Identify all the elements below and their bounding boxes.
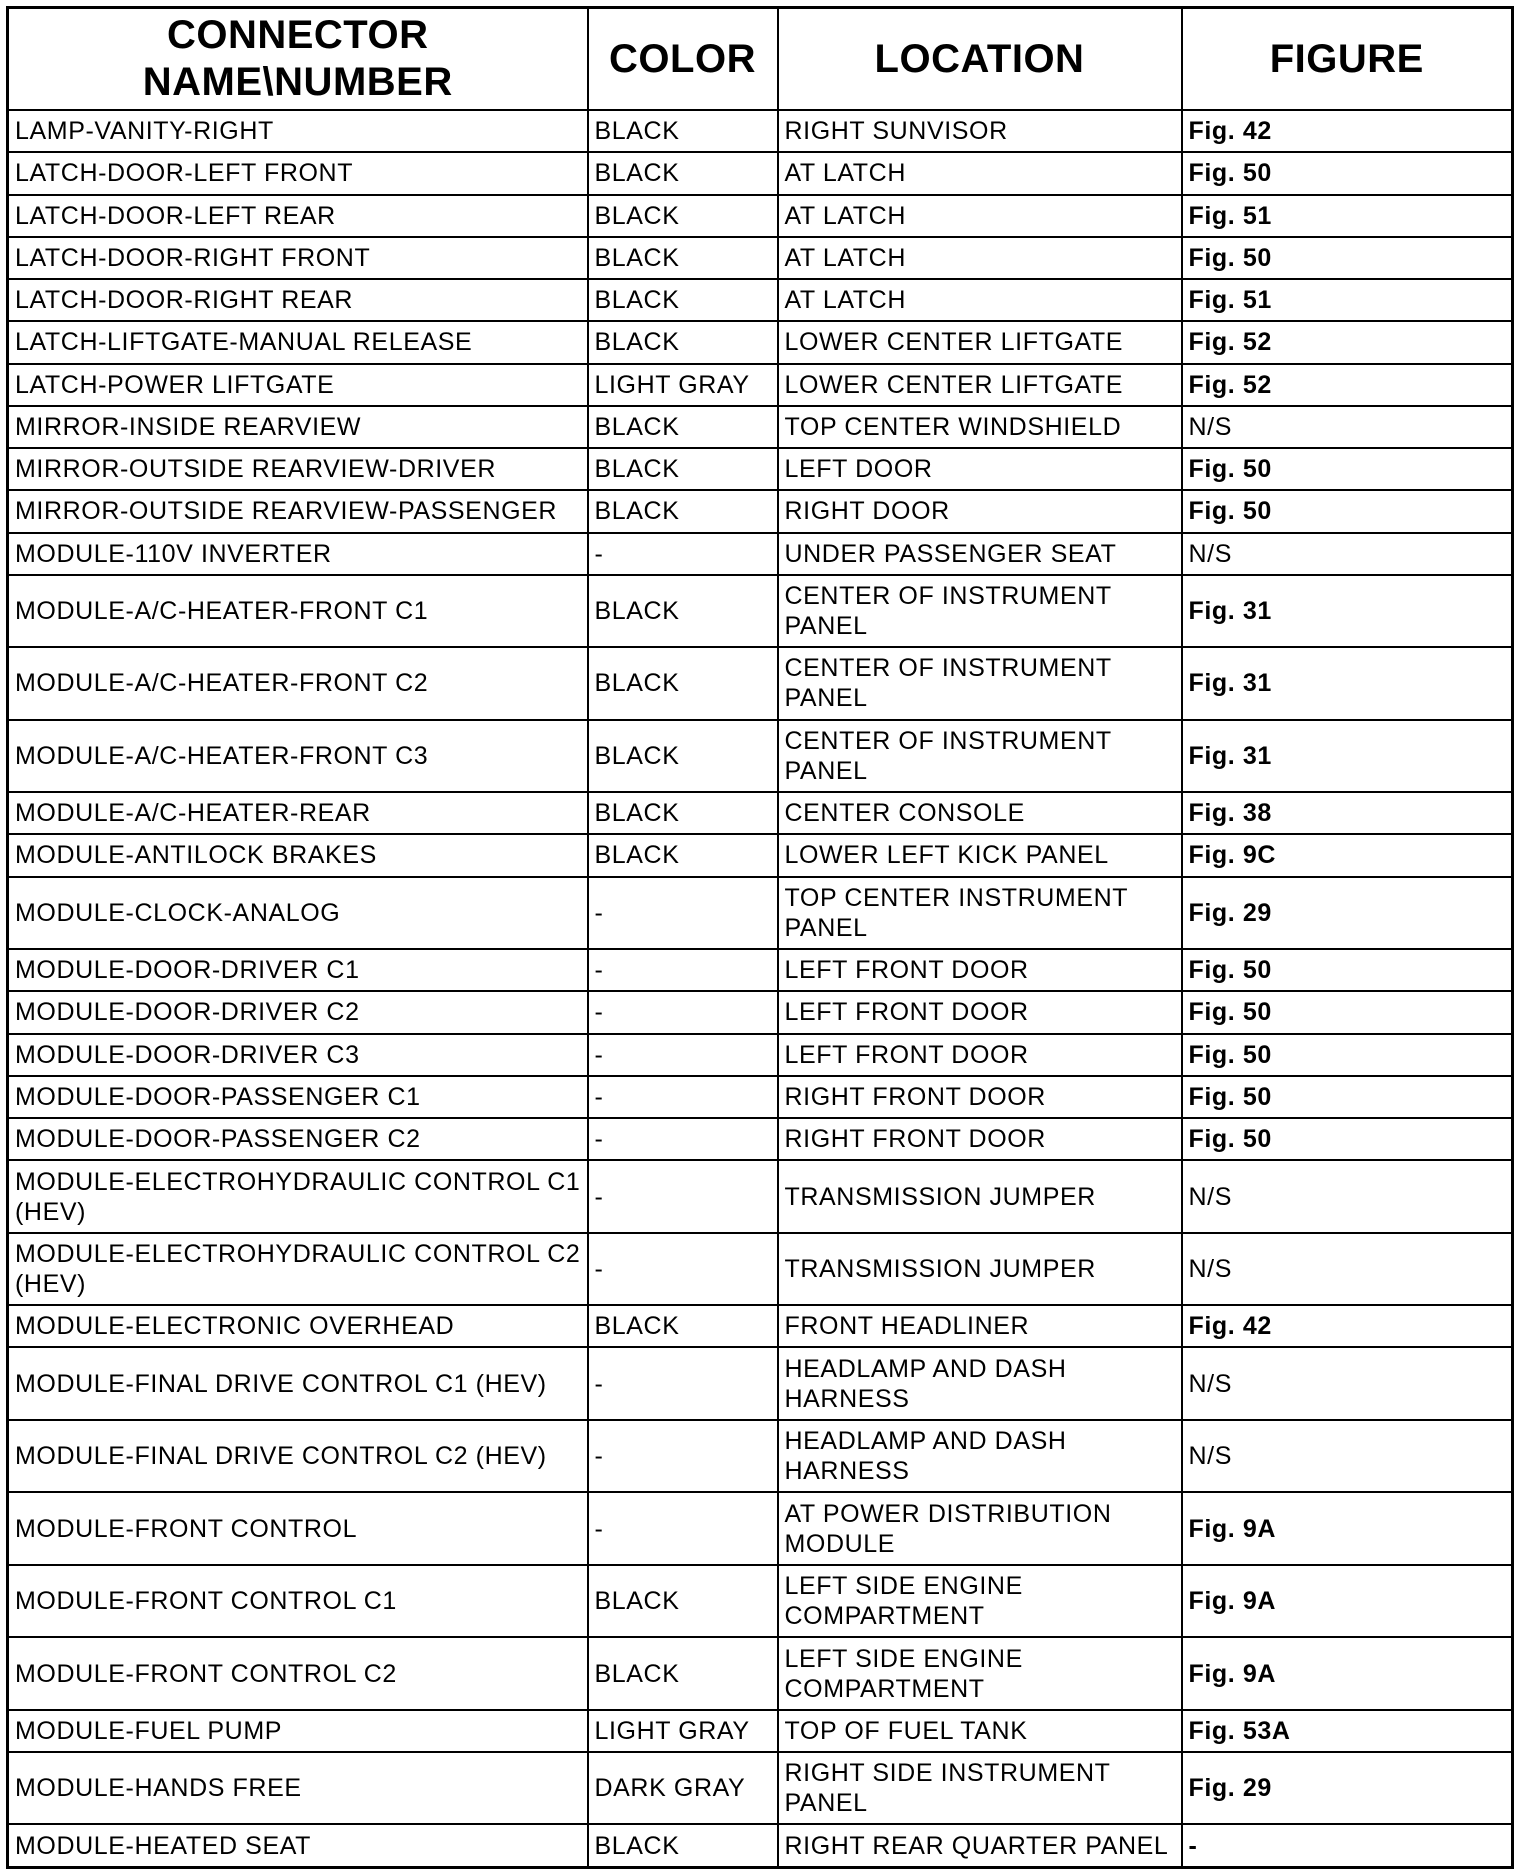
cell-color: - [588, 949, 778, 991]
cell-connector-name: MODULE-ELECTROHYDRAULIC CONTROL C2 (HEV) [8, 1233, 588, 1305]
cell-figure: Fig. 50 [1182, 1118, 1513, 1160]
cell-figure: Fig. 50 [1182, 991, 1513, 1033]
cell-figure: Fig. 50 [1182, 949, 1513, 991]
cell-color: - [588, 1420, 778, 1492]
table-row [8, 1305, 1513, 1347]
header-row [8, 8, 1513, 111]
table-row [8, 792, 1513, 834]
table-row [8, 991, 1513, 1033]
cell-color: BLACK [588, 1637, 778, 1709]
cell-color: - [588, 877, 778, 949]
cell-figure: Fig. 38 [1182, 792, 1513, 834]
cell-connector-name: MODULE-A/C-HEATER-FRONT C2 [8, 647, 588, 719]
cell-color: BLACK [588, 1305, 778, 1347]
cell-connector-name: MODULE-FINAL DRIVE CONTROL C2 (HEV) [8, 1420, 588, 1492]
cell-location: RIGHT REAR QUARTER PANEL [778, 1824, 1182, 1867]
cell-location: HEADLAMP AND DASH HARNESS [778, 1420, 1182, 1492]
cell-connector-name: LATCH-DOOR-LEFT REAR [8, 195, 588, 237]
cell-connector-name: MODULE-ELECTRONIC OVERHEAD [8, 1305, 588, 1347]
table-row [8, 237, 1513, 279]
table-body [8, 110, 1513, 1868]
header-color: COLOR [588, 8, 778, 111]
cell-location: AT LATCH [778, 152, 1182, 194]
cell-figure: Fig. 50 [1182, 490, 1513, 532]
cell-connector-name: MODULE-DOOR-PASSENGER C1 [8, 1076, 588, 1118]
cell-color: BLACK [588, 448, 778, 490]
cell-connector-name: MODULE-DOOR-DRIVER C1 [8, 949, 588, 991]
cell-figure: Fig. 31 [1182, 720, 1513, 792]
cell-location: LEFT DOOR [778, 448, 1182, 490]
cell-color: LIGHT GRAY [588, 1710, 778, 1752]
table-row [8, 1118, 1513, 1160]
cell-location: LOWER CENTER LIFTGATE [778, 364, 1182, 406]
header-location: LOCATION [778, 8, 1182, 111]
cell-color: BLACK [588, 279, 778, 321]
connector-table-sheet [6, 6, 1514, 1869]
cell-figure: - [1182, 1824, 1513, 1867]
table-row [8, 1034, 1513, 1076]
cell-location: CENTER OF INSTRUMENT PANEL [778, 647, 1182, 719]
cell-connector-name: MODULE-ANTILOCK BRAKES [8, 834, 588, 876]
cell-connector-name: MIRROR-OUTSIDE REARVIEW-PASSENGER [8, 490, 588, 532]
cell-connector-name: MODULE-CLOCK-ANALOG [8, 877, 588, 949]
cell-color: BLACK [588, 152, 778, 194]
cell-color: BLACK [588, 406, 778, 448]
cell-color: - [588, 1076, 778, 1118]
cell-location: TRANSMISSION JUMPER [778, 1160, 1182, 1232]
cell-connector-name: MODULE-HANDS FREE [8, 1752, 588, 1824]
cell-connector-name: MODULE-FRONT CONTROL C1 [8, 1565, 588, 1637]
table-row [8, 720, 1513, 792]
cell-location: LOWER LEFT KICK PANEL [778, 834, 1182, 876]
cell-connector-name: LATCH-DOOR-LEFT FRONT [8, 152, 588, 194]
table-row [8, 1347, 1513, 1419]
cell-color: BLACK [588, 792, 778, 834]
cell-location: RIGHT FRONT DOOR [778, 1118, 1182, 1160]
table-row [8, 575, 1513, 647]
cell-location: LEFT FRONT DOOR [778, 949, 1182, 991]
table-row [8, 877, 1513, 949]
cell-figure: Fig. 51 [1182, 195, 1513, 237]
cell-location: TOP CENTER INSTRUMENT PANEL [778, 877, 1182, 949]
table-row [8, 448, 1513, 490]
cell-figure: Fig. 9A [1182, 1637, 1513, 1709]
cell-location: LOWER CENTER LIFTGATE [778, 321, 1182, 363]
cell-figure: N/S [1182, 1347, 1513, 1419]
cell-color: BLACK [588, 110, 778, 152]
cell-figure: Fig. 50 [1182, 448, 1513, 490]
cell-figure: Fig. 50 [1182, 1076, 1513, 1118]
table-row [8, 1565, 1513, 1637]
cell-location: UNDER PASSENGER SEAT [778, 533, 1182, 575]
cell-figure: Fig. 29 [1182, 1752, 1513, 1824]
cell-figure: Fig. 50 [1182, 237, 1513, 279]
cell-figure: Fig. 50 [1182, 1034, 1513, 1076]
table-row [8, 1076, 1513, 1118]
cell-color: DARK GRAY [588, 1752, 778, 1824]
cell-figure: N/S [1182, 1420, 1513, 1492]
table-row [8, 321, 1513, 363]
table-row [8, 1824, 1513, 1867]
cell-color: BLACK [588, 321, 778, 363]
cell-color: BLACK [588, 1565, 778, 1637]
cell-connector-name: MODULE-FRONT CONTROL [8, 1492, 588, 1564]
cell-location: CENTER CONSOLE [778, 792, 1182, 834]
cell-color: - [588, 1034, 778, 1076]
cell-connector-name: MODULE-FRONT CONTROL C2 [8, 1637, 588, 1709]
cell-color: - [588, 1118, 778, 1160]
table-row [8, 1492, 1513, 1564]
cell-color: - [588, 533, 778, 575]
cell-color: LIGHT GRAY [588, 364, 778, 406]
cell-color: - [588, 1233, 778, 1305]
header-figure: FIGURE [1182, 8, 1513, 111]
cell-connector-name: MODULE-A/C-HEATER-FRONT C3 [8, 720, 588, 792]
cell-figure: Fig. 51 [1182, 279, 1513, 321]
table-row [8, 1420, 1513, 1492]
cell-connector-name: MIRROR-OUTSIDE REARVIEW-DRIVER [8, 448, 588, 490]
cell-color: BLACK [588, 834, 778, 876]
cell-location: RIGHT DOOR [778, 490, 1182, 532]
cell-figure: Fig. 52 [1182, 364, 1513, 406]
cell-color: - [588, 1347, 778, 1419]
cell-location: RIGHT SUNVISOR [778, 110, 1182, 152]
cell-color: BLACK [588, 237, 778, 279]
cell-connector-name: MODULE-HEATED SEAT [8, 1824, 588, 1867]
cell-figure: N/S [1182, 533, 1513, 575]
table-row [8, 533, 1513, 575]
table-row [8, 949, 1513, 991]
cell-location: FRONT HEADLINER [778, 1305, 1182, 1347]
table-row [8, 1752, 1513, 1824]
cell-connector-name: MODULE-A/C-HEATER-FRONT C1 [8, 575, 588, 647]
cell-color: - [588, 1160, 778, 1232]
cell-color: BLACK [588, 647, 778, 719]
cell-figure: Fig. 52 [1182, 321, 1513, 363]
cell-location: RIGHT SIDE INSTRUMENT PANEL [778, 1752, 1182, 1824]
table-row [8, 1637, 1513, 1709]
table-row [8, 279, 1513, 321]
cell-connector-name: MODULE-FUEL PUMP [8, 1710, 588, 1752]
cell-figure: Fig. 9A [1182, 1492, 1513, 1564]
cell-location: CENTER OF INSTRUMENT PANEL [778, 720, 1182, 792]
table-row [8, 834, 1513, 876]
table-row [8, 110, 1513, 152]
cell-location: HEADLAMP AND DASH HARNESS [778, 1347, 1182, 1419]
cell-figure: Fig. 31 [1182, 647, 1513, 719]
table-row [8, 1233, 1513, 1305]
cell-location: LEFT FRONT DOOR [778, 1034, 1182, 1076]
table-row [8, 1160, 1513, 1232]
table-row [8, 406, 1513, 448]
cell-color: BLACK [588, 490, 778, 532]
cell-connector-name: MODULE-FINAL DRIVE CONTROL C1 (HEV) [8, 1347, 588, 1419]
header-connector-name: CONNECTOR NAME\NUMBER [8, 8, 588, 111]
cell-connector-name: MODULE-DOOR-DRIVER C3 [8, 1034, 588, 1076]
cell-connector-name: LATCH-POWER LIFTGATE [8, 364, 588, 406]
cell-location: LEFT SIDE ENGINE COMPARTMENT [778, 1565, 1182, 1637]
cell-connector-name: MIRROR-INSIDE REARVIEW [8, 406, 588, 448]
table-row [8, 364, 1513, 406]
cell-location: AT LATCH [778, 279, 1182, 321]
cell-figure: Fig. 42 [1182, 1305, 1513, 1347]
cell-connector-name: LATCH-LIFTGATE-MANUAL RELEASE [8, 321, 588, 363]
cell-color: BLACK [588, 720, 778, 792]
cell-connector-name: LAMP-VANITY-RIGHT [8, 110, 588, 152]
cell-location: LEFT SIDE ENGINE COMPARTMENT [778, 1637, 1182, 1709]
cell-location: AT LATCH [778, 237, 1182, 279]
cell-figure: Fig. 29 [1182, 877, 1513, 949]
table-row [8, 1710, 1513, 1752]
cell-color: - [588, 991, 778, 1033]
cell-figure: Fig. 9A [1182, 1565, 1513, 1637]
cell-location: AT LATCH [778, 195, 1182, 237]
cell-location: LEFT FRONT DOOR [778, 991, 1182, 1033]
cell-connector-name: LATCH-DOOR-RIGHT REAR [8, 279, 588, 321]
cell-connector-name: MODULE-A/C-HEATER-REAR [8, 792, 588, 834]
table-row [8, 195, 1513, 237]
cell-figure: N/S [1182, 1233, 1513, 1305]
table-row [8, 647, 1513, 719]
cell-location: RIGHT FRONT DOOR [778, 1076, 1182, 1118]
cell-figure: Fig. 9C [1182, 834, 1513, 876]
cell-color: - [588, 1492, 778, 1564]
cell-figure: Fig. 53A [1182, 1710, 1513, 1752]
cell-location: CENTER OF INSTRUMENT PANEL [778, 575, 1182, 647]
cell-connector-name: MODULE-ELECTROHYDRAULIC CONTROL C1 (HEV) [8, 1160, 588, 1232]
cell-connector-name: MODULE-110V INVERTER [8, 533, 588, 575]
cell-connector-name: MODULE-DOOR-DRIVER C2 [8, 991, 588, 1033]
cell-figure: Fig. 31 [1182, 575, 1513, 647]
table-row [8, 152, 1513, 194]
connector-table [6, 6, 1514, 1869]
table-row [8, 490, 1513, 532]
cell-location: TOP OF FUEL TANK [778, 1710, 1182, 1752]
cell-figure: N/S [1182, 1160, 1513, 1232]
cell-location: TOP CENTER WINDSHIELD [778, 406, 1182, 448]
cell-location: TRANSMISSION JUMPER [778, 1233, 1182, 1305]
cell-color: BLACK [588, 195, 778, 237]
cell-location: AT POWER DISTRIBUTION MODULE [778, 1492, 1182, 1564]
cell-figure: N/S [1182, 406, 1513, 448]
cell-figure: Fig. 50 [1182, 152, 1513, 194]
cell-figure: Fig. 42 [1182, 110, 1513, 152]
cell-connector-name: LATCH-DOOR-RIGHT FRONT [8, 237, 588, 279]
cell-color: BLACK [588, 575, 778, 647]
cell-connector-name: MODULE-DOOR-PASSENGER C2 [8, 1118, 588, 1160]
cell-color: BLACK [588, 1824, 778, 1867]
